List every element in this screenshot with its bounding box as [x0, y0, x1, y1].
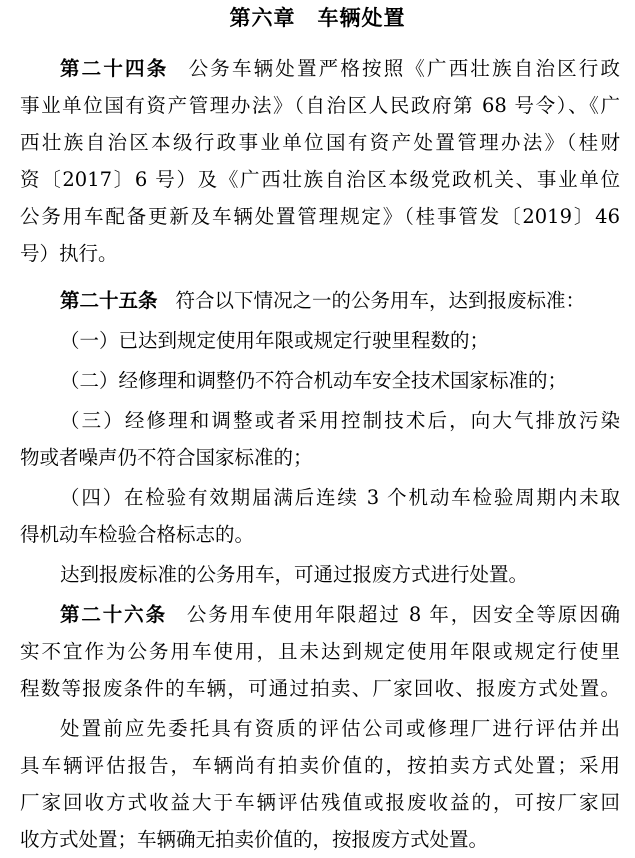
- article-26-para-2-line-4: 收方式处置；车辆确无拍卖价值的，按报废方式处置。: [20, 828, 489, 851]
- article-24-line-1: [60, 55, 620, 83]
- article-25-item-3-line-2: 物或者噪声仍不符合国家标准的；: [20, 446, 313, 469]
- chapter-title: 第六章 车辆处置: [229, 5, 406, 30]
- article-26-para-2-line-1: 处置前应先委托具有资质的评估公司或修理厂进行评估并出: [60, 717, 620, 740]
- article-24-line-3: 西壮族自治区本级行政事业单位国有资产处置管理办法》（桂财: [20, 131, 620, 154]
- article-26-para-2-line-3: 厂家回收方式收益大于车辆评估残值或报废收益的，可按厂家回: [20, 791, 620, 814]
- article-25-item-2: （二）经修理和调整仍不符合机动车安全技术国家标准的；: [60, 369, 568, 392]
- article-24-line-2: 事业单位国有资产管理办法》（自治区人民政府第 68 号令）、《广: [20, 94, 620, 117]
- article-26-line-3: 程数等报废条件的车辆，可通过拍卖、厂家回收、报废方式处置。: [20, 677, 620, 700]
- article-25-item-3-line-1: （三）经修理和调整或者采用控制技术后，向大气排放污染: [60, 409, 620, 432]
- article-25-text: 符合以下情况之一的公务用车，达到报废标准：: [175, 289, 586, 312]
- article-25-conclusion: 达到报废标准的公务用车，可通过报废方式进行处置。: [60, 563, 529, 586]
- article-24-line-4: 资〔2017〕6 号）及《广西壮族自治区本级党政机关、事业单位: [20, 168, 620, 191]
- article-26-para-2-line-2: 具车辆评估报告，车辆尚有拍卖价值的，按拍卖方式处置；采用: [20, 754, 620, 777]
- article-26-line-1: [60, 601, 620, 629]
- article-25-item-4-line-1: （四）在检验有效期届满后连续 3 个机动车检验周期内未取: [60, 486, 620, 509]
- article-25-item-1: （一）已达到规定使用年限或规定行驶里程数的；: [60, 329, 490, 352]
- article-24-line-5: 公务用车配备更新及车辆处置管理规定》（桂事管发〔2019〕46: [20, 205, 620, 228]
- article-26-line-2: 实不宜作为公务用车使用，且未达到规定使用年限或规定行使里: [20, 640, 620, 663]
- article-26-text: 公务用车使用年限超过 8 年，因安全等原因确: [184, 603, 620, 626]
- article-25-label: 第二十五条: [60, 289, 158, 312]
- article-26-label: 第二十六条: [60, 603, 167, 626]
- article-24-text: 公务车辆处置严格按照《广西壮族自治区行政: [186, 57, 620, 80]
- article-25-item-4-line-2: 得机动车检验合格标志的。: [20, 523, 255, 546]
- article-24-line-6: 号）执行。: [20, 242, 118, 265]
- article-24-label: 第二十四条: [60, 57, 169, 80]
- article-25-line-1: [60, 287, 620, 315]
